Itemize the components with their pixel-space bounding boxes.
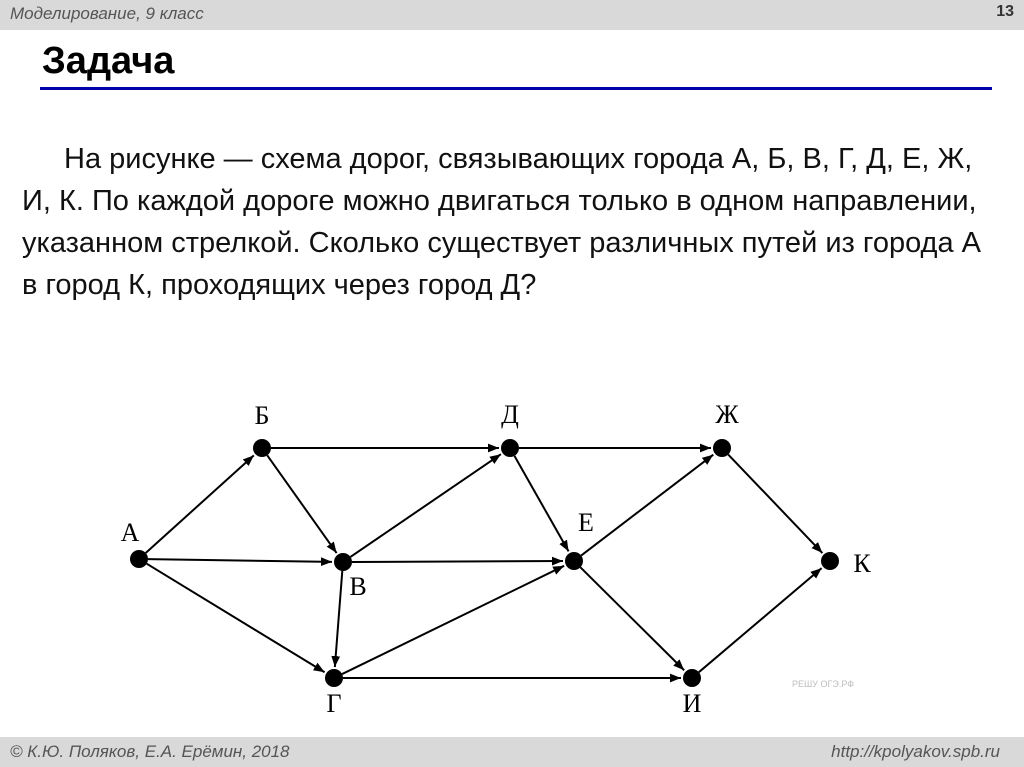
node-label-D: Д xyxy=(501,400,519,429)
node-V xyxy=(334,553,352,571)
footer-bar xyxy=(0,737,1024,767)
watermark: РЕШУ ОГЭ.РФ xyxy=(792,679,855,689)
node-I xyxy=(683,669,701,687)
edge-5 xyxy=(335,571,342,667)
edge-2 xyxy=(147,564,325,673)
node-label-B: Б xyxy=(254,401,270,430)
edge-13 xyxy=(580,567,684,670)
node-label-V: В xyxy=(349,572,367,601)
edge-15 xyxy=(699,568,822,672)
footer-authors: © К.Ю. Поляков, Е.А. Ерёмин, 2018 xyxy=(10,742,290,761)
edge-10 xyxy=(514,456,568,552)
nodes-layer xyxy=(130,439,839,687)
edge-1 xyxy=(148,559,332,562)
node-label-A: А xyxy=(120,518,140,547)
edge-14 xyxy=(728,455,822,554)
edges-layer xyxy=(146,448,823,678)
node-E xyxy=(565,552,583,570)
node-B xyxy=(253,439,271,457)
edge-9 xyxy=(352,561,563,562)
node-label-ZH: Ж xyxy=(715,400,739,429)
edge-0 xyxy=(146,455,254,553)
footer-site: http://kpolyakov.spb.ru xyxy=(831,742,1000,761)
edge-7 xyxy=(342,566,564,674)
node-D xyxy=(501,439,519,457)
node-K xyxy=(821,552,839,570)
slide-title: Задача xyxy=(42,40,175,82)
node-A xyxy=(130,550,148,568)
node-ZH xyxy=(713,439,731,457)
node-label-G: Г xyxy=(326,689,342,718)
course-label: Моделирование, 9 класс xyxy=(10,4,204,23)
node-G xyxy=(325,669,343,687)
task-text: На рисунке — схема дорог, связывающих города А, Б, В, Г, Д, Е, Ж, И, К. По каждой дороге можно двигаться только в одном направлении, указанном стрелкой. Сколько существует различных путей из города А в город К, проходящих через город Д? xyxy=(22,143,982,301)
slide-number: 13 xyxy=(996,3,1014,20)
edge-3 xyxy=(267,455,336,553)
node-label-E: Е xyxy=(578,508,594,537)
node-label-I: И xyxy=(682,689,702,718)
node-label-K: К xyxy=(853,549,871,578)
edge-12 xyxy=(581,455,713,556)
edge-6 xyxy=(350,454,500,557)
